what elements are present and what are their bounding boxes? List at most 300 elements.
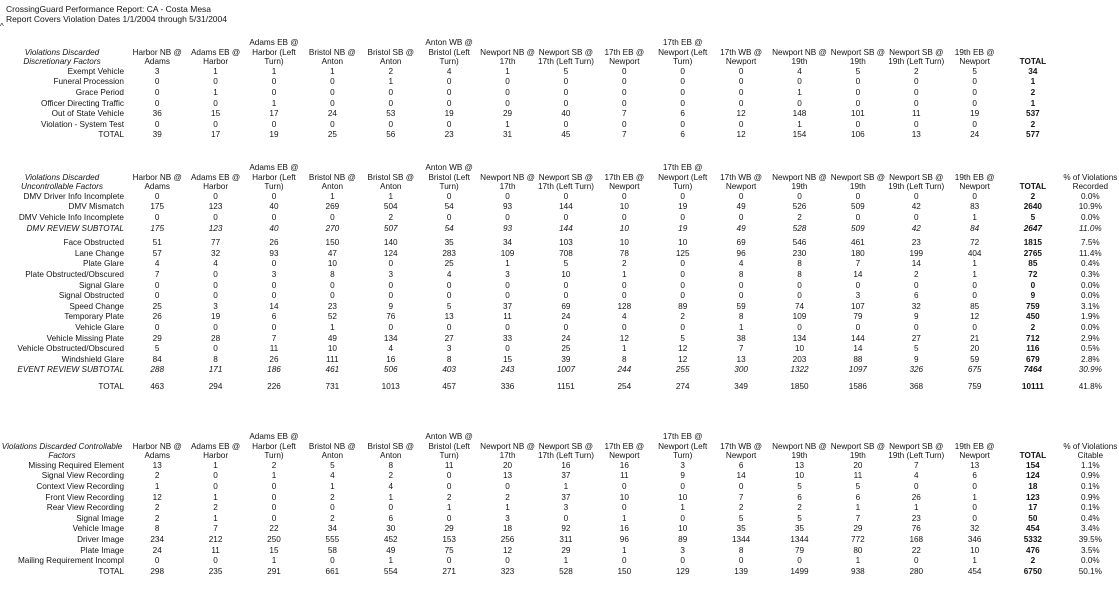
- value-cell: 180: [851, 248, 865, 258]
- table-row: [0, 535, 1119, 546]
- value-cell: 109: [792, 312, 807, 322]
- table-row: [0, 202, 1119, 213]
- value-cell: 84: [152, 354, 162, 364]
- value-cell: 39: [561, 354, 571, 364]
- value-cell: 8: [446, 354, 452, 364]
- value-cell: 1: [505, 66, 510, 76]
- value-cell: 0: [505, 212, 510, 222]
- table-row: [0, 259, 1119, 270]
- row-percent: 0.0%: [1081, 556, 1100, 566]
- row-percent: 39.5%: [1078, 534, 1102, 544]
- value-cell: 23: [911, 238, 921, 248]
- value-cell: 45: [561, 130, 571, 140]
- value-cell: 0: [213, 77, 218, 87]
- value-cell: 5: [913, 344, 919, 354]
- value-cell: 0: [797, 291, 802, 301]
- value-cell: 57: [152, 248, 162, 258]
- value-cell: 12: [619, 333, 629, 343]
- value-cell: 93: [269, 248, 279, 258]
- value-cell: 49: [736, 223, 746, 233]
- row-label: Rear View Recording: [46, 503, 124, 513]
- value-cell: 1: [154, 481, 160, 491]
- value-cell: 504: [383, 202, 398, 212]
- column-header: Newport NB @ 19th: [772, 47, 827, 67]
- column-header: Newport SB @ 19th: [830, 47, 886, 67]
- value-cell: 0: [855, 322, 861, 332]
- row-percent: 30.9%: [1078, 365, 1102, 375]
- value-cell: 140: [383, 238, 398, 248]
- table-row: [0, 291, 1119, 302]
- row-percent: 3.4%: [1081, 524, 1100, 534]
- value-cell: 0: [505, 481, 510, 491]
- value-cell: 1: [271, 556, 277, 566]
- value-cell: 144: [559, 202, 573, 212]
- row-total: 116: [1026, 344, 1040, 354]
- value-cell: 8: [388, 460, 394, 470]
- value-cell: 403: [442, 365, 456, 375]
- value-cell: 0: [446, 481, 452, 491]
- value-cell: 13: [911, 130, 921, 140]
- row-total: 9: [1030, 291, 1036, 301]
- value-cell: 26: [269, 238, 279, 248]
- value-cell: 6: [855, 492, 861, 502]
- value-cell: 0: [913, 87, 919, 97]
- value-cell: 10: [327, 344, 337, 354]
- value-cell: 8: [213, 354, 218, 364]
- value-cell: 1: [797, 119, 802, 129]
- value-cell: 0: [913, 191, 919, 201]
- value-cell: 368: [909, 381, 924, 391]
- value-cell: 0: [388, 119, 394, 129]
- row-label: TOTAL: [98, 130, 124, 140]
- table-row: [0, 67, 1119, 78]
- value-cell: 0: [972, 98, 977, 108]
- value-cell: 144: [559, 223, 573, 233]
- value-cell: 129: [675, 566, 690, 576]
- value-cell: 1: [330, 66, 335, 76]
- value-cell: 0: [972, 280, 977, 290]
- row-label: DMV Vehicle Info Incomplete: [18, 212, 124, 222]
- column-header: Adams EB @ Harbor (Left Turn): [249, 38, 299, 67]
- value-cell: 0: [271, 259, 277, 269]
- value-cell: 32: [911, 301, 921, 311]
- value-cell: 1586: [848, 381, 867, 391]
- value-cell: 0: [913, 481, 919, 491]
- value-cell: 1: [972, 259, 977, 269]
- value-cell: 5: [855, 66, 861, 76]
- value-cell: 134: [792, 333, 807, 343]
- value-cell: 5: [563, 259, 569, 269]
- value-cell: 199: [909, 248, 924, 258]
- value-cell: 244: [617, 365, 632, 375]
- value-cell: 463: [150, 381, 165, 391]
- value-cell: 59: [970, 354, 980, 364]
- value-cell: 4: [388, 344, 394, 354]
- value-cell: 0: [855, 212, 861, 222]
- value-cell: 0: [271, 212, 277, 222]
- value-cell: 12: [678, 354, 688, 364]
- value-cell: 0: [330, 98, 335, 108]
- column-header: Newport NB @ 17th: [480, 172, 535, 192]
- row-total: 679: [1026, 354, 1040, 364]
- value-cell: 0: [622, 556, 627, 566]
- row-label: Plate Image: [80, 545, 124, 555]
- value-cell: 14: [853, 344, 863, 354]
- value-cell: 6: [972, 471, 977, 481]
- value-cell: 0: [446, 291, 452, 301]
- value-cell: 8: [738, 312, 744, 322]
- value-cell: 230: [792, 248, 807, 258]
- value-cell: 0: [680, 259, 685, 269]
- value-cell: 326: [909, 365, 924, 375]
- value-cell: 1499: [790, 566, 809, 576]
- value-cell: 0: [154, 291, 160, 301]
- value-cell: 3: [563, 503, 569, 513]
- value-cell: 0: [972, 481, 977, 491]
- value-cell: 528: [559, 566, 573, 576]
- percent-column-header: % of Violations Citable: [1063, 441, 1118, 461]
- value-cell: 0: [271, 191, 277, 201]
- value-cell: 11: [269, 344, 279, 354]
- value-cell: 29: [444, 524, 454, 534]
- value-cell: 31: [502, 130, 513, 140]
- value-cell: 32: [211, 248, 221, 258]
- table-row: [0, 514, 1119, 525]
- value-cell: 250: [267, 534, 281, 544]
- value-cell: 0: [680, 66, 685, 76]
- value-cell: 1: [972, 556, 977, 566]
- value-cell: 10: [327, 259, 337, 269]
- row-label: Plate Obstructed/Obscured: [25, 269, 124, 279]
- row-percent: 1.9%: [1081, 312, 1100, 322]
- value-cell: 40: [269, 223, 279, 233]
- column-header: Anton WB @ Bristol (Left Turn): [425, 432, 473, 461]
- value-cell: 270: [325, 223, 340, 233]
- value-cell: 13: [444, 312, 454, 322]
- value-cell: 0: [388, 87, 394, 97]
- value-cell: 84: [970, 223, 980, 233]
- row-total: 17: [1028, 503, 1038, 513]
- value-cell: 509: [851, 223, 865, 233]
- table-row: [0, 355, 1119, 366]
- value-cell: 0: [680, 77, 685, 87]
- value-cell: 10: [619, 202, 629, 212]
- value-cell: 759: [967, 381, 982, 391]
- value-cell: 144: [851, 333, 865, 343]
- value-cell: 0: [213, 212, 218, 222]
- value-cell: 0: [855, 119, 861, 129]
- value-cell: 19: [970, 109, 980, 119]
- value-cell: 8: [330, 269, 335, 279]
- value-cell: 24: [970, 130, 980, 140]
- value-cell: 7: [738, 492, 744, 502]
- value-cell: 0: [563, 77, 569, 87]
- value-cell: 0: [330, 503, 335, 513]
- row-total: 577: [1026, 130, 1040, 140]
- column-header: Newport NB @ 19th: [772, 172, 827, 192]
- value-cell: 22: [911, 545, 921, 555]
- value-cell: 0: [563, 513, 569, 523]
- value-cell: 134: [383, 333, 398, 343]
- row-total: 476: [1026, 545, 1040, 555]
- value-cell: 0: [446, 556, 452, 566]
- value-cell: 5: [154, 344, 160, 354]
- value-cell: 74: [794, 301, 805, 311]
- value-cell: 0: [446, 87, 452, 97]
- value-cell: 7: [213, 524, 218, 534]
- row-percent: 3.5%: [1081, 545, 1100, 555]
- value-cell: 0: [271, 280, 277, 290]
- value-cell: 0: [738, 87, 744, 97]
- total-column-header: TOTAL: [1019, 451, 1047, 461]
- value-cell: 10: [619, 223, 629, 233]
- value-cell: 0: [680, 269, 685, 279]
- row-total: 34: [1028, 66, 1038, 76]
- value-cell: 8: [797, 269, 802, 279]
- row-total: 50: [1028, 513, 1038, 523]
- table-row: [0, 302, 1119, 313]
- value-cell: 2: [330, 492, 335, 502]
- value-cell: 168: [909, 534, 924, 544]
- value-cell: 77: [211, 238, 221, 248]
- value-cell: 5: [738, 513, 744, 523]
- value-cell: 349: [734, 381, 748, 391]
- value-cell: 0: [213, 191, 218, 201]
- value-cell: 256: [500, 534, 515, 544]
- value-cell: 15: [211, 109, 221, 119]
- value-cell: 6: [271, 312, 277, 322]
- value-cell: 33: [502, 333, 513, 343]
- total-column-header: TOTAL: [1019, 182, 1047, 192]
- value-cell: 11: [211, 545, 220, 555]
- value-cell: 0: [622, 280, 627, 290]
- row-label: Mailing Requirement Incompl: [17, 556, 124, 566]
- value-cell: 2: [913, 66, 919, 76]
- value-cell: 1: [505, 119, 510, 129]
- value-cell: 18: [502, 524, 513, 534]
- column-header: 19th EB @ Newport: [954, 172, 995, 192]
- value-cell: 88: [853, 354, 863, 364]
- value-cell: 2: [797, 503, 802, 513]
- value-cell: 0: [797, 322, 802, 332]
- value-cell: 96: [736, 248, 746, 258]
- value-cell: 1: [213, 460, 218, 470]
- value-cell: 3: [505, 269, 510, 279]
- row-label: DMV Mismatch: [68, 202, 124, 212]
- column-header: 17th WB @ Newport: [720, 441, 763, 461]
- value-cell: 47: [327, 248, 337, 258]
- value-cell: 772: [851, 534, 865, 544]
- value-cell: 1: [213, 492, 218, 502]
- value-cell: 23: [327, 301, 337, 311]
- value-cell: 2: [388, 212, 394, 222]
- value-cell: 7: [913, 460, 919, 470]
- value-cell: 40: [269, 202, 279, 212]
- value-cell: 294: [208, 381, 223, 391]
- percent-column-header: [1062, 38, 1119, 67]
- table-row: [0, 130, 1119, 141]
- value-cell: 39: [152, 130, 162, 140]
- value-cell: 2: [154, 471, 160, 481]
- value-cell: 2: [388, 471, 394, 481]
- report-subtitle: Report Covers Violation Dates 1/1/2004 through 5/31/2004: [6, 14, 227, 24]
- value-cell: 0: [972, 119, 977, 129]
- value-cell: 0: [622, 191, 627, 201]
- value-cell: 0: [972, 77, 977, 87]
- row-percent: 0.0%: [1081, 212, 1100, 222]
- column-header: Adams EB @ Harbor: [190, 441, 241, 461]
- value-cell: 0: [154, 87, 160, 97]
- discretionary-factors-table: [0, 38, 1119, 141]
- value-cell: 0: [913, 119, 919, 129]
- value-cell: 13: [794, 460, 805, 470]
- value-cell: 4: [330, 471, 335, 481]
- value-cell: 25: [152, 301, 162, 311]
- value-cell: 1: [563, 481, 569, 491]
- row-total: 2: [1030, 119, 1036, 129]
- value-cell: 4: [446, 269, 452, 279]
- value-cell: 1: [388, 492, 394, 502]
- value-cell: 0: [213, 98, 218, 108]
- value-cell: 2: [446, 492, 452, 502]
- value-cell: 34: [502, 238, 513, 248]
- value-cell: 35: [736, 524, 746, 534]
- value-cell: 38: [736, 333, 746, 343]
- value-cell: 76: [911, 524, 921, 534]
- value-cell: 0: [330, 291, 335, 301]
- value-cell: 123: [208, 202, 223, 212]
- value-cell: 101: [851, 109, 865, 119]
- value-cell: 2: [505, 492, 510, 502]
- table-row: [0, 524, 1119, 535]
- row-total: 1815: [1023, 238, 1042, 248]
- value-cell: 54: [444, 223, 454, 233]
- value-cell: 0: [738, 291, 744, 301]
- value-cell: 288: [150, 365, 165, 375]
- value-cell: 0: [446, 322, 452, 332]
- value-cell: 10: [794, 471, 805, 481]
- value-cell: 2: [738, 503, 744, 513]
- row-label: Officer Directing Traffic: [41, 98, 124, 108]
- value-cell: 7: [738, 344, 744, 354]
- table-row: [0, 213, 1119, 224]
- value-cell: 0: [154, 280, 160, 290]
- value-cell: 37: [561, 471, 571, 481]
- value-cell: 254: [617, 381, 632, 391]
- value-cell: 17: [269, 109, 279, 119]
- value-cell: 3: [271, 269, 277, 279]
- value-cell: 11: [503, 312, 512, 322]
- value-cell: 280: [909, 566, 924, 576]
- value-cell: 54: [444, 202, 454, 212]
- value-cell: 0: [213, 344, 218, 354]
- row-percent: [1062, 130, 1119, 141]
- value-cell: 1: [913, 503, 919, 513]
- value-cell: 269: [325, 202, 340, 212]
- value-cell: 526: [792, 202, 807, 212]
- section-title: Violations Discarded Controllable Factors: [1, 441, 123, 461]
- value-cell: 0: [271, 503, 277, 513]
- table-row: [0, 493, 1119, 504]
- controllable-factors-table: [0, 432, 1119, 577]
- value-cell: 27: [911, 333, 921, 343]
- value-cell: 0: [563, 280, 569, 290]
- value-cell: 13: [152, 460, 162, 470]
- value-cell: 154: [792, 130, 807, 140]
- value-cell: 49: [386, 545, 396, 555]
- value-cell: 2: [622, 259, 627, 269]
- value-cell: 27: [444, 333, 454, 343]
- column-header: 17th WB @ Newport: [720, 47, 763, 67]
- value-cell: 109: [500, 248, 515, 258]
- value-cell: 7: [622, 109, 627, 119]
- value-cell: 0: [563, 291, 569, 301]
- value-cell: 457: [442, 381, 456, 391]
- value-cell: 0: [913, 212, 919, 222]
- value-cell: 14: [853, 269, 863, 279]
- value-cell: 15: [502, 354, 513, 364]
- value-cell: 3: [213, 301, 218, 311]
- value-cell: 23: [444, 130, 454, 140]
- value-cell: 29: [853, 524, 863, 534]
- value-cell: 1: [330, 191, 335, 201]
- value-cell: 25: [561, 344, 571, 354]
- value-cell: 10: [619, 238, 629, 248]
- row-total: 5332: [1023, 534, 1042, 544]
- value-cell: 148: [792, 109, 807, 119]
- section-title: Violations Discarded Uncontrollable Factors: [21, 172, 103, 192]
- value-cell: 58: [327, 545, 337, 555]
- row-total: 5: [1030, 212, 1036, 222]
- value-cell: 2: [330, 513, 335, 523]
- value-cell: 25: [327, 130, 337, 140]
- row-total: 123: [1026, 492, 1040, 502]
- row-percent: 0.1%: [1081, 503, 1100, 513]
- value-cell: 8: [622, 354, 627, 364]
- value-cell: 4: [213, 259, 218, 269]
- value-cell: 1: [972, 269, 977, 279]
- value-cell: 0: [505, 322, 510, 332]
- column-header: Newport SB @ 17th (Left Turn): [537, 172, 594, 192]
- row-percent: 0.0%: [1081, 191, 1100, 201]
- table-row: [0, 99, 1119, 110]
- row-percent: 10.9%: [1078, 202, 1102, 212]
- value-cell: 0: [505, 191, 510, 201]
- value-cell: 13: [736, 354, 746, 364]
- value-cell: 0: [622, 77, 627, 87]
- value-cell: 16: [386, 354, 396, 364]
- value-cell: 1850: [790, 381, 809, 391]
- column-header: 19th EB @ Newport: [954, 441, 995, 461]
- row-total: 10111: [1021, 381, 1044, 391]
- row-percent: 0.9%: [1081, 492, 1100, 502]
- value-cell: 2: [213, 503, 218, 513]
- row-percent: 0.4%: [1081, 259, 1100, 269]
- row-label: Speed Change: [69, 301, 124, 311]
- value-cell: 19: [444, 109, 454, 119]
- value-cell: 675: [967, 365, 982, 375]
- row-total: 450: [1026, 312, 1040, 322]
- row-label: Front View Recording: [45, 492, 124, 502]
- value-cell: 0: [505, 98, 510, 108]
- table-row: [0, 556, 1119, 567]
- value-cell: 12: [970, 312, 980, 322]
- value-cell: 0: [330, 77, 335, 87]
- table-row: [0, 546, 1119, 557]
- value-cell: 554: [383, 566, 398, 576]
- value-cell: 4: [622, 312, 627, 322]
- value-cell: 0: [446, 191, 452, 201]
